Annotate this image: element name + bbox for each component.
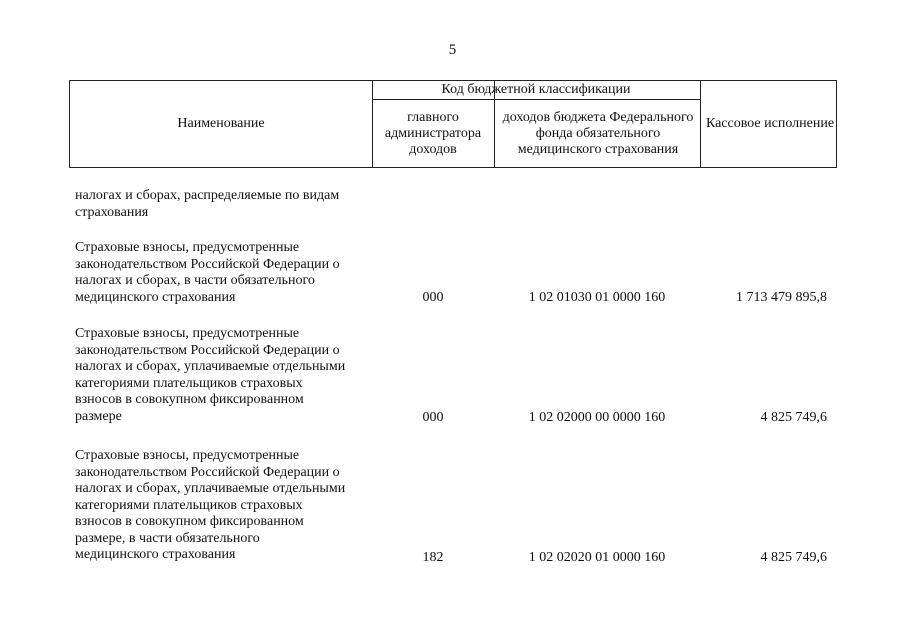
row-income-code: 1 02 01030 01 0000 160 [528,289,666,305]
row-name: Страховые взносы, предусмотренные законодательством Российской Федерации о налогах и сборах, в части обязательного медицинского страхования [75,240,340,305]
row-admin-code: 000 [422,409,444,425]
row-admin-code: 182 [422,549,444,565]
row-amount: 1 713 479 895,8 [736,289,827,305]
row-name: Страховые взносы, предусмотренные законодательством Российской Федерации о налогах и сборах, уплачиваемые отдельными категориями плательщиков страховых взносов в совокупном фиксированном размере [75,326,346,424]
header-budget-code: Код бюджетной классификации [441,82,631,97]
page-number: 5 [448,42,457,58]
row-income-code: 1 02 02000 00 0000 160 [528,409,666,425]
header-name: Наименование [177,116,265,131]
row-admin-code: 000 [422,289,444,305]
table-row [0,326,905,426]
header-divider [700,81,701,167]
header-admin: главного администратора доходов [384,109,482,157]
header-income: доходов бюджета Федерального фонда обязательного медицинского страхования [502,109,694,157]
row-amount: 4 825 749,6 [760,409,827,425]
table-header [69,80,837,168]
table-row [0,240,905,306]
header-execution: Кассовое исполнение [705,116,835,131]
table-row [0,448,905,566]
row-income-code: 1 02 02020 01 0000 160 [528,549,666,565]
row-name: Страховые взносы, предусмотренные законодательством Российской Федерации о налогах и сборах, уплачиваемые отдельными категориями плательщиков страховых взносов в совокупном фиксированном размере, в части обязательного медицинского страхования [75,448,346,562]
table-row [0,188,905,221]
row-amount: 4 825 749,6 [760,549,827,565]
row-name: налогах и сборах, распределяемые по видам страхования [75,188,340,220]
